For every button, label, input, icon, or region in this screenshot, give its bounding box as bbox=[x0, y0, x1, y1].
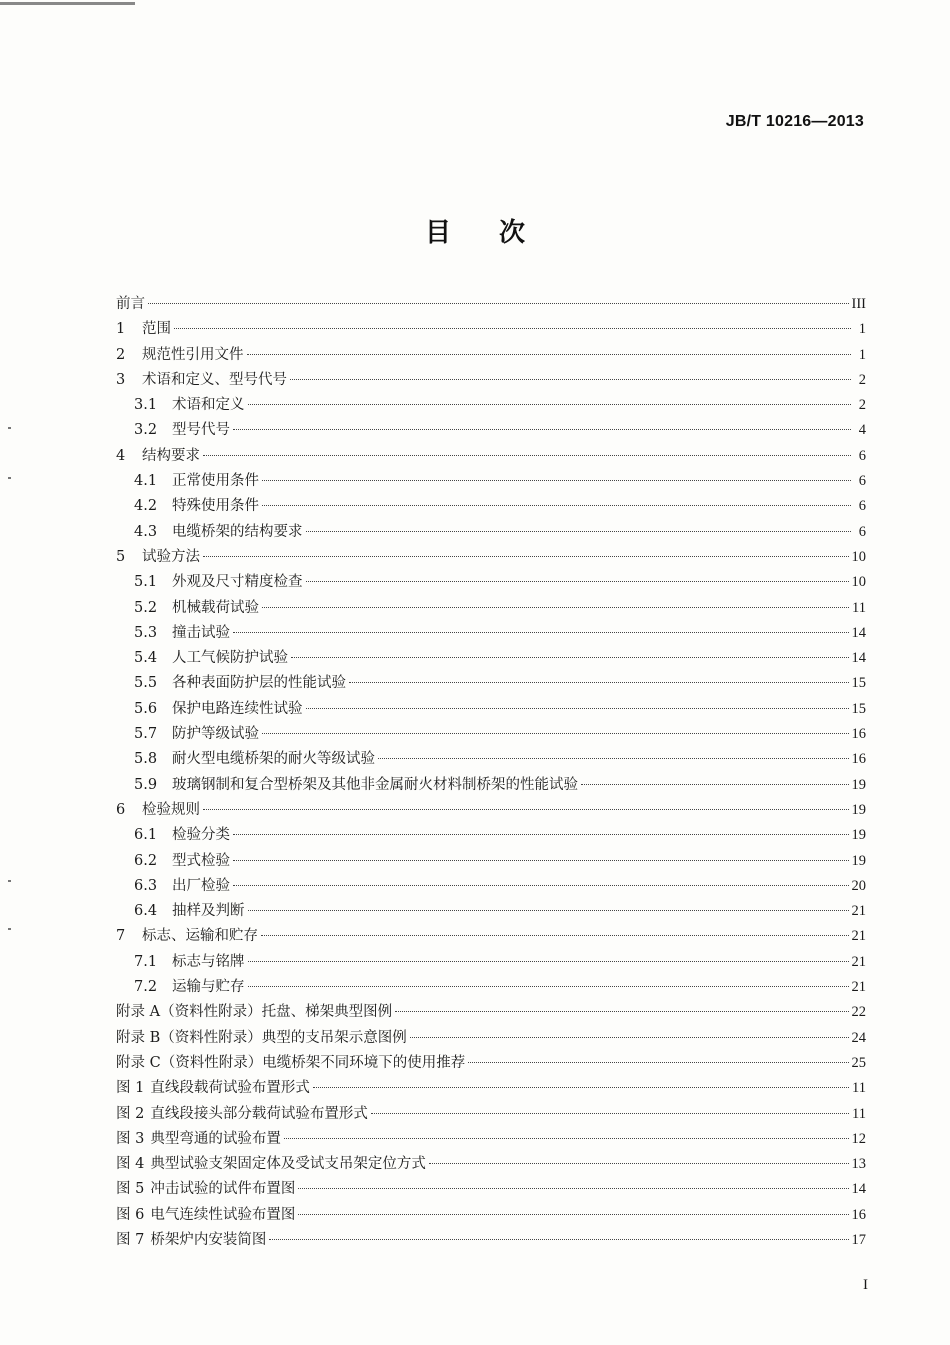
toc-entry-title: 防护等级试验 bbox=[172, 726, 259, 743]
toc-entry-title: 抽样及判断 bbox=[172, 903, 245, 920]
toc-entry-page: 14 bbox=[851, 650, 866, 667]
toc-entry-title: 术语和定义、型号代号 bbox=[142, 371, 287, 388]
toc-dot-leader bbox=[306, 531, 852, 532]
toc-entry-title: 电气连续性试验布置图 bbox=[150, 1206, 296, 1223]
toc-entry-title: 特殊使用条件 bbox=[172, 498, 259, 515]
toc-entry[interactable] bbox=[116, 444, 866, 469]
toc-entry[interactable] bbox=[116, 823, 866, 848]
toc-entry-number: 4.2 bbox=[134, 498, 158, 515]
toc-dot-leader bbox=[395, 1011, 848, 1012]
toc-entry-page: 11 bbox=[852, 1105, 866, 1122]
toc-dot-leader bbox=[262, 733, 849, 734]
toc-entry-number: 图 7 bbox=[116, 1231, 145, 1248]
toc-entry-number: 4 bbox=[116, 447, 126, 464]
toc-entry-number: 7.1 bbox=[134, 953, 158, 970]
toc-entry-title: 术语和定义 bbox=[172, 397, 245, 414]
toc-entry-number: 5.3 bbox=[134, 624, 158, 641]
toc-entry[interactable] bbox=[116, 849, 866, 874]
toc-entry-title: 型式检验 bbox=[172, 852, 230, 869]
toc-entry-title: 检验规则 bbox=[142, 801, 200, 818]
toc-dot-leader bbox=[233, 885, 849, 886]
toc-entry-page: 16 bbox=[851, 726, 866, 743]
toc-dot-leader bbox=[306, 581, 849, 582]
toc-entry-page: 20 bbox=[851, 877, 866, 894]
toc-entry-page: 10 bbox=[851, 548, 866, 565]
toc-entry-number: 1 bbox=[116, 321, 126, 338]
toc-entry-title: 附录 B（资料性附录）典型的支吊架示意图例 bbox=[116, 1029, 407, 1046]
toc-entry-title: 结构要求 bbox=[142, 447, 200, 464]
toc-entry-page: 14 bbox=[851, 624, 866, 641]
toc-entry-page: 19 bbox=[851, 776, 866, 793]
toc-entry-page: 2 bbox=[858, 371, 866, 388]
toc-dot-leader bbox=[262, 480, 851, 481]
toc-dot-leader bbox=[248, 404, 852, 405]
toc-entry[interactable] bbox=[116, 747, 866, 772]
toc-entry-page: 1 bbox=[858, 346, 866, 363]
toc-entry-page: 1 bbox=[858, 321, 866, 338]
toc-entry[interactable] bbox=[116, 773, 866, 798]
toc-entry-title: 出厂检验 bbox=[172, 877, 230, 894]
toc-dot-leader bbox=[261, 935, 849, 936]
toc-entry-page: 6 bbox=[858, 447, 866, 464]
toc-entry-page: 14 bbox=[851, 1181, 866, 1198]
toc-dot-leader bbox=[262, 505, 851, 506]
toc-entry-number: 3.1 bbox=[134, 397, 158, 414]
toc-dot-leader bbox=[203, 556, 849, 557]
toc-entry[interactable] bbox=[116, 343, 866, 368]
scan-speck bbox=[8, 427, 11, 429]
toc-entry-title: 检验分类 bbox=[172, 827, 230, 844]
toc-entry[interactable] bbox=[116, 1127, 866, 1152]
toc-dot-leader bbox=[233, 429, 851, 430]
toc-entry[interactable] bbox=[116, 646, 866, 671]
scan-speck bbox=[8, 880, 11, 882]
toc-entry[interactable] bbox=[116, 874, 866, 899]
title-char-right: 次 bbox=[499, 218, 526, 248]
toc-entry-page: 19 bbox=[851, 827, 866, 844]
toc-entry-title: 直线段载荷试验布置形式 bbox=[150, 1080, 310, 1097]
title-char-left: 目 bbox=[424, 218, 451, 248]
toc-entry-number: 7 bbox=[116, 928, 126, 945]
scan-speck bbox=[8, 928, 11, 930]
toc-dot-leader bbox=[349, 682, 849, 683]
toc-entry-page: 11 bbox=[852, 1080, 866, 1097]
toc-dot-leader bbox=[371, 1113, 849, 1114]
toc-dot-leader bbox=[148, 303, 849, 304]
toc-entry-number: 5.7 bbox=[134, 726, 158, 743]
toc-entry-number: 5.1 bbox=[134, 574, 158, 591]
page-title bbox=[0, 212, 950, 249]
toc-entry-number: 图 6 bbox=[116, 1206, 145, 1223]
toc-dot-leader bbox=[262, 607, 849, 608]
toc-entry[interactable] bbox=[116, 545, 866, 570]
toc-entry-page: 19 bbox=[851, 801, 866, 818]
toc-entry-page: III bbox=[851, 296, 866, 312]
toc-entry-number: 6.4 bbox=[134, 903, 158, 920]
toc-entry-title: 直线段接头部分载荷试验布置形式 bbox=[150, 1105, 368, 1122]
toc-entry-title: 附录 A（资料性附录）托盘、梯架典型图例 bbox=[116, 1004, 393, 1021]
toc-entry[interactable] bbox=[116, 494, 866, 519]
toc-entry[interactable] bbox=[116, 697, 866, 722]
toc-entry[interactable] bbox=[116, 1177, 866, 1202]
toc-entry-title: 机械载荷试验 bbox=[172, 599, 259, 616]
toc-dot-leader bbox=[410, 1037, 849, 1038]
toc-entry-number: 2 bbox=[116, 346, 126, 363]
toc-entry-number: 3.2 bbox=[134, 422, 158, 439]
toc-entry-title: 人工气候防护试验 bbox=[172, 650, 288, 667]
toc-entry[interactable] bbox=[116, 1102, 866, 1127]
toc-entry-page: 6 bbox=[858, 523, 866, 540]
toc-entry-page: 19 bbox=[851, 852, 866, 869]
toc-dot-leader bbox=[306, 708, 849, 709]
toc-entry[interactable] bbox=[116, 393, 866, 418]
toc-dot-leader bbox=[298, 1214, 848, 1215]
toc-entry[interactable] bbox=[116, 520, 866, 545]
toc-entry-number: 图 1 bbox=[116, 1080, 145, 1097]
table-of-contents bbox=[116, 292, 866, 1253]
toc-dot-leader bbox=[248, 986, 849, 987]
toc-entry[interactable] bbox=[116, 469, 866, 494]
toc-entry[interactable] bbox=[116, 1026, 866, 1051]
toc-dot-leader bbox=[247, 354, 852, 355]
toc-entry[interactable] bbox=[116, 570, 866, 595]
toc-entry-title: 耐火型电缆桥架的耐火等级试验 bbox=[172, 751, 375, 768]
toc-entry-page: 17 bbox=[851, 1231, 866, 1248]
toc-entry-title: 运输与贮存 bbox=[172, 979, 245, 996]
toc-entry-page: 15 bbox=[851, 675, 866, 692]
toc-entry-number: 6.3 bbox=[134, 877, 158, 894]
toc-entry-number: 6.2 bbox=[134, 852, 158, 869]
toc-entry-page: 4 bbox=[858, 422, 866, 439]
toc-entry[interactable] bbox=[116, 1000, 866, 1025]
toc-entry-title: 标志与铭牌 bbox=[172, 953, 245, 970]
toc-dot-leader bbox=[468, 1062, 848, 1063]
toc-entry-title: 典型弯通的试验布置 bbox=[150, 1130, 281, 1147]
toc-entry-number: 3 bbox=[116, 371, 126, 388]
toc-entry[interactable] bbox=[116, 368, 866, 393]
toc-entry-number: 5.8 bbox=[134, 751, 158, 768]
top-rule bbox=[0, 2, 135, 5]
toc-dot-leader bbox=[284, 1138, 849, 1139]
toc-entry-title: 前言 bbox=[116, 296, 145, 312]
toc-dot-leader bbox=[203, 455, 851, 456]
toc-dot-leader bbox=[429, 1163, 849, 1164]
toc-entry-number: 图 4 bbox=[116, 1156, 145, 1173]
toc-entry[interactable] bbox=[116, 798, 866, 823]
toc-entry-page: 2 bbox=[858, 397, 866, 414]
toc-entry-title: 试验方法 bbox=[142, 548, 200, 565]
page-number: I bbox=[863, 1277, 868, 1293]
toc-dot-leader bbox=[298, 1188, 848, 1189]
toc-entry-page: 15 bbox=[851, 700, 866, 717]
toc-dot-leader bbox=[248, 910, 849, 911]
toc-entry-number: 5.5 bbox=[134, 675, 158, 692]
toc-entry-number: 4.1 bbox=[134, 473, 158, 490]
toc-entry-title: 桥架炉内安装简图 bbox=[150, 1231, 267, 1248]
toc-entry[interactable] bbox=[116, 621, 866, 646]
toc-entry-number: 5.9 bbox=[134, 776, 158, 793]
toc-entry[interactable] bbox=[116, 317, 866, 342]
toc-entry-title: 正常使用条件 bbox=[172, 473, 259, 490]
toc-entry[interactable] bbox=[116, 1152, 866, 1177]
toc-entry[interactable] bbox=[116, 596, 866, 621]
toc-entry[interactable] bbox=[116, 950, 866, 975]
toc-dot-leader bbox=[313, 1087, 849, 1088]
toc-entry-page: 22 bbox=[851, 1004, 866, 1021]
toc-entry-page: 6 bbox=[858, 473, 866, 490]
toc-entry-page: 21 bbox=[851, 903, 866, 920]
toc-entry-title: 范围 bbox=[142, 321, 171, 338]
toc-entry[interactable] bbox=[116, 924, 866, 949]
toc-entry-title: 外观及尺寸精度检查 bbox=[172, 574, 303, 591]
toc-dot-leader bbox=[581, 784, 849, 785]
toc-entry-title: 保护电路连续性试验 bbox=[172, 700, 303, 717]
toc-entry-number: 5.6 bbox=[134, 700, 158, 717]
toc-dot-leader bbox=[203, 809, 849, 810]
toc-entry-number: 6.1 bbox=[134, 827, 158, 844]
toc-dot-leader bbox=[290, 379, 851, 380]
toc-entry[interactable] bbox=[116, 975, 866, 1000]
toc-entry-page: 24 bbox=[851, 1029, 866, 1046]
scan-speck bbox=[8, 477, 11, 479]
toc-entry[interactable] bbox=[116, 1203, 866, 1228]
toc-entry-page: 12 bbox=[851, 1130, 866, 1147]
toc-entry[interactable] bbox=[116, 722, 866, 747]
toc-entry-number: 图 5 bbox=[116, 1181, 145, 1198]
toc-entry-title: 规范性引用文件 bbox=[142, 346, 244, 363]
toc-entry[interactable] bbox=[116, 418, 866, 443]
toc-entry-number: 6 bbox=[116, 801, 126, 818]
toc-entry-title: 冲击试验的试件布置图 bbox=[150, 1181, 296, 1198]
toc-entry[interactable] bbox=[116, 671, 866, 696]
toc-entry-title: 附录 C（资料性附录）电缆桥架不同环境下的使用推荐 bbox=[116, 1054, 466, 1071]
toc-entry-page: 16 bbox=[851, 751, 866, 768]
toc-entry-page: 25 bbox=[851, 1054, 866, 1071]
toc-dot-leader bbox=[291, 657, 849, 658]
toc-dot-leader bbox=[174, 328, 851, 329]
toc-entry-title: 标志、运输和贮存 bbox=[142, 928, 258, 945]
toc-dot-leader bbox=[233, 632, 849, 633]
toc-dot-leader bbox=[269, 1239, 848, 1240]
toc-entry-number: 5.2 bbox=[134, 599, 158, 616]
toc-entry-page: 13 bbox=[851, 1156, 866, 1173]
toc-entry-number: 4.3 bbox=[134, 523, 158, 540]
toc-dot-leader bbox=[378, 758, 849, 759]
toc-entry[interactable] bbox=[116, 1076, 866, 1101]
toc-entry-number: 5.4 bbox=[134, 650, 158, 667]
toc-entry-title: 各种表面防护层的性能试验 bbox=[172, 675, 346, 692]
toc-dot-leader bbox=[233, 834, 849, 835]
toc-entry-title: 型号代号 bbox=[172, 422, 230, 439]
toc-entry-number: 图 3 bbox=[116, 1130, 145, 1147]
toc-dot-leader bbox=[233, 860, 849, 861]
toc-entry-page: 21 bbox=[851, 979, 866, 996]
toc-entry-page: 16 bbox=[851, 1206, 866, 1223]
toc-entry-page: 11 bbox=[852, 599, 866, 616]
toc-entry-number: 图 2 bbox=[116, 1105, 145, 1122]
toc-dot-leader bbox=[248, 961, 849, 962]
toc-entry-page: 6 bbox=[858, 498, 866, 515]
toc-entry-title: 电缆桥架的结构要求 bbox=[172, 523, 303, 540]
toc-entry-page: 21 bbox=[851, 953, 866, 970]
toc-entry[interactable] bbox=[116, 292, 866, 317]
toc-entry-page: 10 bbox=[851, 574, 866, 591]
toc-entry-number: 5 bbox=[116, 548, 126, 565]
toc-entry[interactable] bbox=[116, 1228, 866, 1253]
toc-entry-number: 7.2 bbox=[134, 979, 158, 996]
toc-entry-title: 玻璃钢制和复合型桥架及其他非金属耐火材料制桥架的性能试验 bbox=[172, 776, 578, 793]
toc-entry-page: 21 bbox=[851, 928, 866, 945]
document-number: JB/T 10216—2013 bbox=[725, 113, 864, 130]
toc-entry[interactable] bbox=[116, 899, 866, 924]
toc-entry-title: 典型试验支架固定体及受试支吊架定位方式 bbox=[150, 1156, 426, 1173]
toc-entry[interactable] bbox=[116, 1051, 866, 1076]
toc-entry-title: 撞击试验 bbox=[172, 624, 230, 641]
